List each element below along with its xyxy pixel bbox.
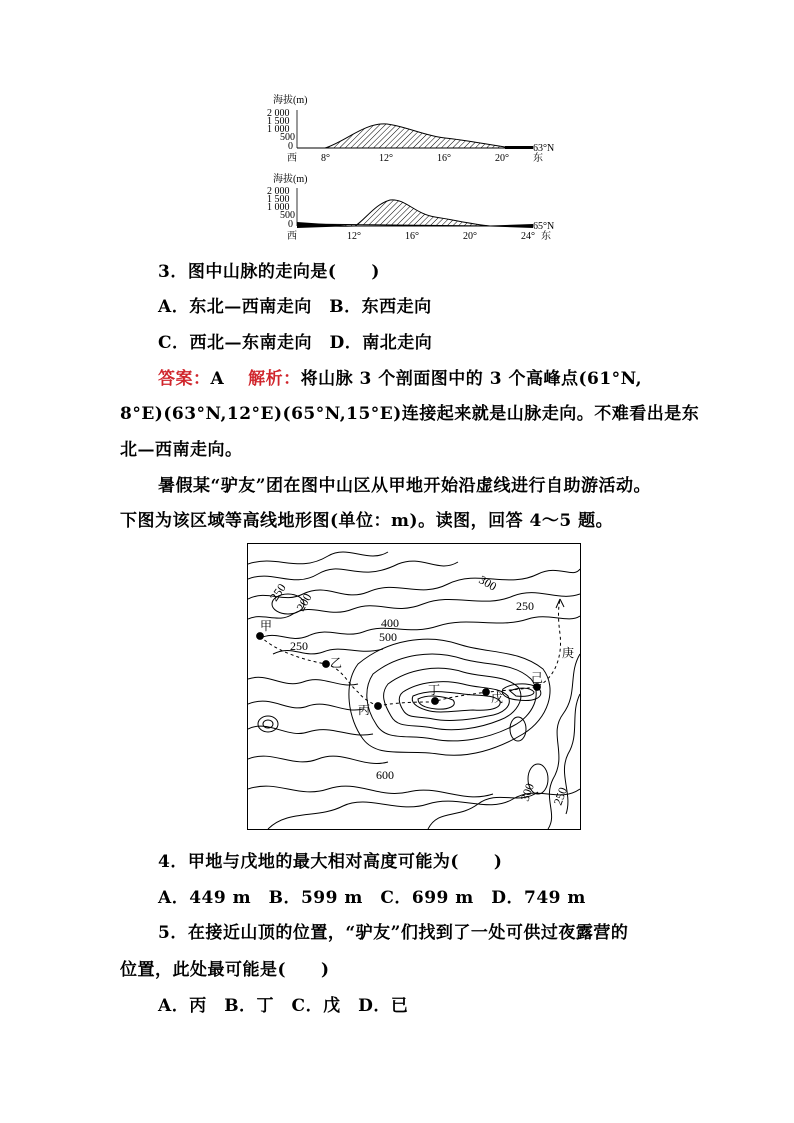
place-label-jia: 甲 bbox=[260, 619, 273, 633]
q3-option-a: A．东北—西南走向 bbox=[158, 297, 312, 317]
q3-option-d: D．南北走向 bbox=[329, 333, 433, 353]
profile1-xtick: 16° bbox=[437, 153, 451, 164]
q5-stem-2: 位置，此处最可能是( ) bbox=[120, 960, 330, 980]
profile2-west: 西 bbox=[287, 231, 297, 242]
contour-label: 600 bbox=[376, 768, 394, 782]
contour-label: 250 bbox=[266, 580, 289, 604]
place-label-geng: 庚 bbox=[562, 646, 575, 660]
profile2-ytick: 1 000 bbox=[267, 202, 290, 213]
profile1-ytick: 1 500 bbox=[267, 116, 290, 127]
contour-label: 300 bbox=[517, 781, 537, 804]
contour-label: 250 bbox=[516, 599, 534, 613]
profile2-ytick: 500 bbox=[280, 210, 295, 221]
q3-options-row1 bbox=[158, 292, 432, 317]
profile1-ytick: 500 bbox=[280, 132, 295, 143]
profile1-ytick: 0 bbox=[288, 141, 293, 152]
q5-options: A．丙 B．丁 C．戊 D．已 bbox=[158, 996, 409, 1016]
analysis-text-2: 8°E)(63°N,12°E)(65°N,15°E)连接起来就是山脉走向。不难看出是东 bbox=[120, 404, 700, 424]
profile1-ylabel: 海拔(m) bbox=[273, 95, 308, 106]
profile2-ytick: 0 bbox=[288, 219, 293, 230]
profile1-lat: 63°N bbox=[533, 143, 555, 154]
q4-stem: 4．甲地与戊地的最大相对高度可能为( ) bbox=[158, 852, 503, 872]
contour-label: 500 bbox=[379, 630, 397, 644]
profile2-xtick: 20° bbox=[463, 231, 477, 242]
analysis-text-1: 将山脉 3 个剖面图中的 3 个高峰点(61°N, bbox=[300, 369, 643, 389]
profile2-xtick: 12° bbox=[347, 231, 361, 242]
contour-label: 300 bbox=[476, 572, 500, 594]
profile2-xtick: 16° bbox=[405, 231, 419, 242]
place-label-ding: 丁 bbox=[428, 683, 441, 697]
intro-line-1: 暑假某“驴友”团在图中山区从甲地开始沿虚线进行自助游活动。 bbox=[158, 476, 652, 496]
profile-chart-63n bbox=[265, 92, 565, 167]
contour-label: 400 bbox=[381, 616, 399, 630]
contour-map bbox=[247, 543, 581, 830]
profile-chart-65n bbox=[265, 170, 565, 245]
q4-options: A．449 m B．599 m C．699 m D．749 m bbox=[158, 888, 586, 908]
answer-line-1 bbox=[158, 364, 642, 389]
profile1-xtick: 8° bbox=[321, 153, 330, 164]
profile1-ytick: 1 000 bbox=[267, 124, 290, 135]
place-label-yi: 乙 bbox=[330, 656, 343, 670]
q3-stem: 3．图中山脉的走向是( ) bbox=[158, 262, 380, 282]
place-label-ji: 己 bbox=[531, 671, 544, 685]
answer-value: A bbox=[210, 369, 225, 389]
contour-label: 200 bbox=[293, 590, 315, 614]
analysis-label: 解析： bbox=[248, 369, 301, 389]
q3-options-row2 bbox=[158, 328, 432, 353]
q5-stem-1: 5．在接近山顶的位置，“驴友”们找到了一处可供过夜露营的 bbox=[158, 923, 629, 943]
place-label-bing: 丙 bbox=[358, 703, 371, 717]
answer-label: 答案： bbox=[158, 369, 211, 389]
profile2-ytick: 2 000 bbox=[267, 186, 290, 197]
profile2-ytick: 1 500 bbox=[267, 194, 290, 205]
contour-label: 250 bbox=[550, 785, 570, 808]
intro-line-2: 下图为该区域等高线地形图(单位：m)。读图，回答 4～5 题。 bbox=[120, 511, 614, 531]
profile1-east: 东 bbox=[533, 153, 543, 164]
q3-option-c: C．西北—东南走向 bbox=[158, 333, 313, 353]
profile2-east: 东 bbox=[541, 231, 551, 242]
profile1-xtick: 12° bbox=[379, 153, 393, 164]
analysis-text-3: 北—西南走向。 bbox=[120, 440, 243, 460]
profile2-lat: 65°N bbox=[533, 221, 555, 232]
profile1-xtick: 20° bbox=[495, 153, 509, 164]
profile2-xtick: 24° bbox=[521, 231, 535, 242]
contour-label: 250 bbox=[290, 639, 308, 653]
place-label-wu: 戊 bbox=[491, 691, 504, 705]
q3-option-b: B．东西走向 bbox=[329, 297, 432, 317]
profile1-west: 西 bbox=[287, 153, 297, 164]
profile2-ylabel: 海拔(m) bbox=[273, 174, 308, 185]
profile1-ytick: 2 000 bbox=[267, 108, 290, 119]
